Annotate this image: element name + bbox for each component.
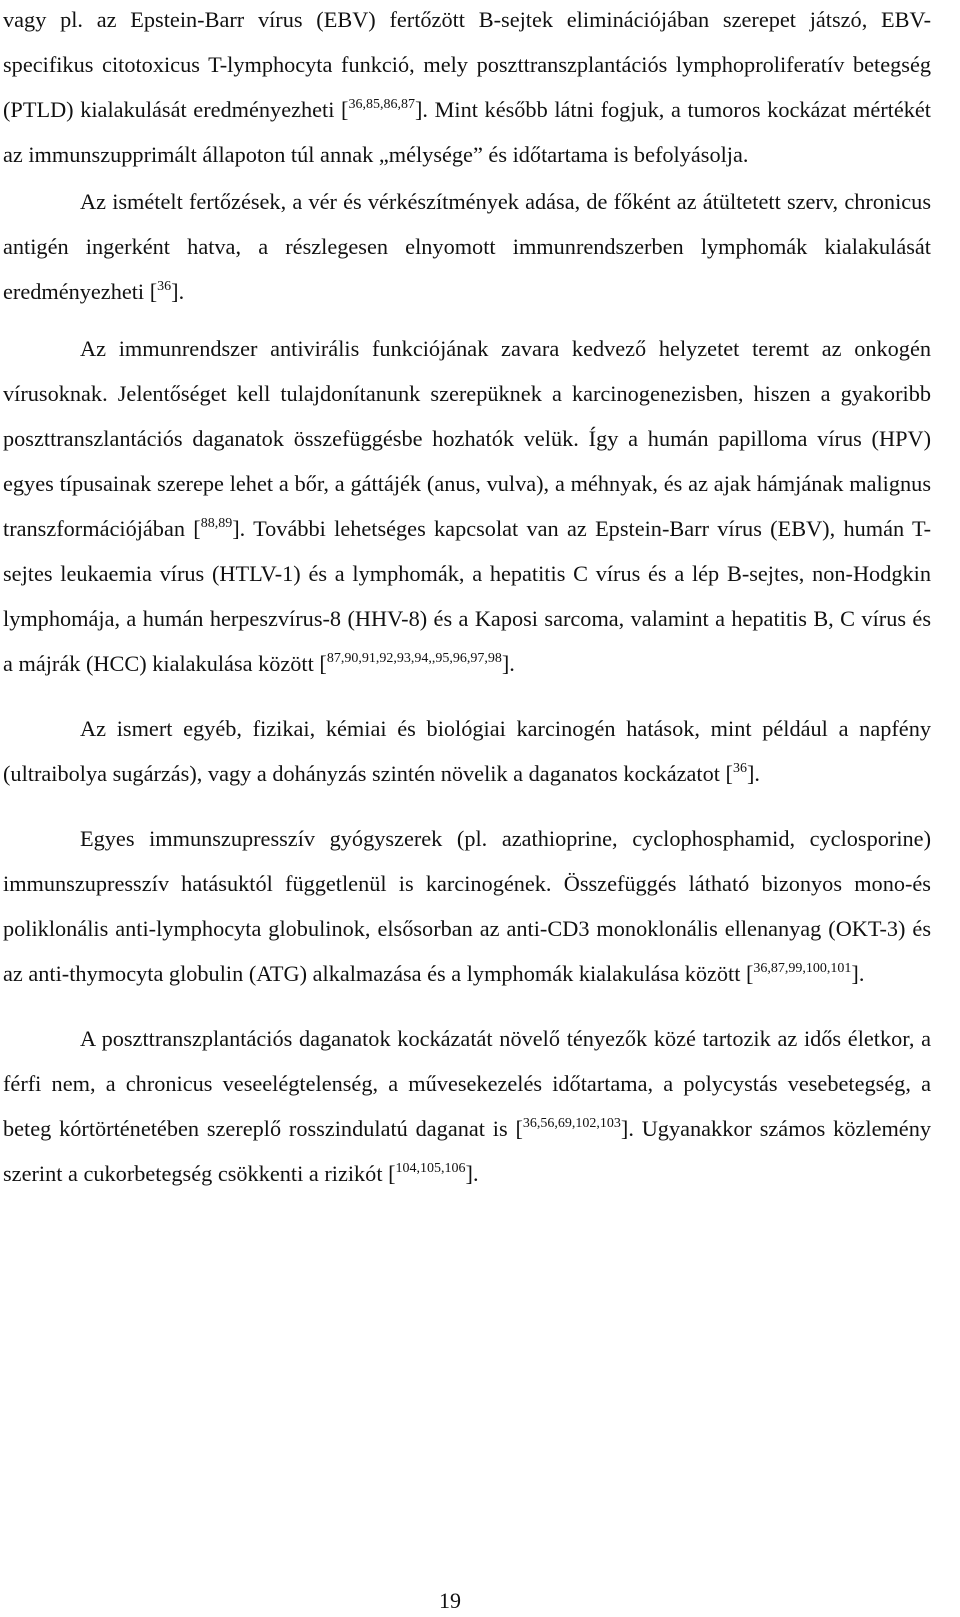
paragraph-ebv-ptld <box>3 0 931 177</box>
paragraph-immunosuppressive-drugs <box>3 816 931 996</box>
paragraph-text: ]. <box>501 651 515 676</box>
paragraph-text: Egyes immunszupresszív gyógyszerek (pl. azathioprine, cyclophosphamid, cyclosporine) immunszupresszív hatásuktól függetlenül is karcinogének. Összefüggés látható bizonyos mono-és poliklonális anti-lymphocyta globulinok, elsősorban az anti-CD3 monoklonális ellenanyag (OKT-3) és az anti-thymocyta globulin (ATG) alkalmazása és a lymphomák kialakulása között [ <box>3 826 931 986</box>
page-number: 19 <box>439 1588 461 1613</box>
paragraph-text: Az ismert egyéb, fizikai, kémiai és biológiai karcinogén hatások, mint például a napfény (ultraibolya sugárzás), vagy a dohányzás szintén növelik a daganatos kockázatot [ <box>3 716 931 786</box>
paragraph-text: ]. További lehetséges kapcsolat van az Epstein-Barr vírus (EBV), humán T-sejtes leukaemia vírus (HTLV-1) és a lymphomák, a hepatitis C vírus és a lép B-sejtes, non-Hodgkin lymphomája, a humán herpeszvírus-8 (HHV-8) és a Kaposi sarcoma, valamint a hepatitis B, C vírus és a májrák (HCC) kialakulása között [ <box>3 516 932 676</box>
citation-reference: 87,90,91,92,93,94,,95,96,97,98 <box>326 651 502 666</box>
citation-reference: 36 <box>732 761 747 776</box>
document-page <box>3 0 931 1196</box>
citation-reference: 36 <box>157 279 172 294</box>
paragraph-text: ]. <box>746 761 760 786</box>
paragraph-carcinogenic-effects <box>3 706 931 796</box>
citation-reference: 36,87,99,100,101 <box>753 961 852 976</box>
paragraph-risk-factors <box>3 1016 931 1196</box>
paragraph-text: A poszttranszplantációs daganatok kockázatát növelő tényezők közé tartozik az idős életkor, a férfi nem, a chronicus veseelégtelenség, a művesekezelés időtartama, a polycystás vesebetegség, a beteg kórtörténetében szereplő rosszindulatú daganat is [ <box>3 1026 931 1141</box>
paragraph-repeated-infections <box>3 179 931 314</box>
paragraph-text: ]. Mint később látni fogjuk, a tumoros kockázat mértékét az immunszupprimált állapoton túl annak „mélysége” és időtartama is befolyásolja. <box>3 97 931 167</box>
paragraph-text: ]. <box>851 961 865 986</box>
citation-reference: 104,105,106 <box>395 1161 466 1176</box>
paragraph-text: Az ismételt fertőzések, a vér és vérkészítmények adása, de főként az átültetett szerv, chronicus antigén ingerként hatva, a részlegesen elnyomott immunrendszerben lymphomák kialakulását eredményezheti [ <box>3 189 931 304</box>
paragraph-text: ]. Ugyanakkor számos közlemény szerint a cukorbetegség csökkenti a rizikót [ <box>3 1116 931 1186</box>
citation-reference: 36,85,86,87 <box>348 97 415 112</box>
paragraph-text: ]. <box>171 279 185 304</box>
paragraph-text: ]. <box>465 1161 479 1186</box>
paragraph-oncogenic-viruses <box>3 326 931 686</box>
citation-reference: 88,89 <box>200 516 233 531</box>
citation-reference: 36,56,69,102,103 <box>522 1116 621 1131</box>
paragraph-text: Az immunrendszer antivirális funkciójának zavara kedvező helyzetet teremt az onkogén vírusoknak. Jelentőséget kell tulajdonítanunk szerepüknek a karcinogenezisben, hiszen a gyakoribb poszttranszlantációs daganatok összefüggésbe hozhatók velük. Így a humán papilloma vírus (HPV) egyes típusainak szerepe lehet a bőr, a gáttájék (anus, vulva), a méhnyak, és az ajak hámjának malignus transzformációjában [ <box>3 336 931 541</box>
paragraph-text: vagy pl. az Epstein-Barr vírus (EBV) fertőzött B-sejtek eliminációjában szerepet játszó, EBV-specifikus citotoxicus T-lymphocyta funkció, mely poszttranszplantációs lymphoproliferatív betegség (PTLD) kialakulását eredményezheti [ <box>3 7 931 122</box>
